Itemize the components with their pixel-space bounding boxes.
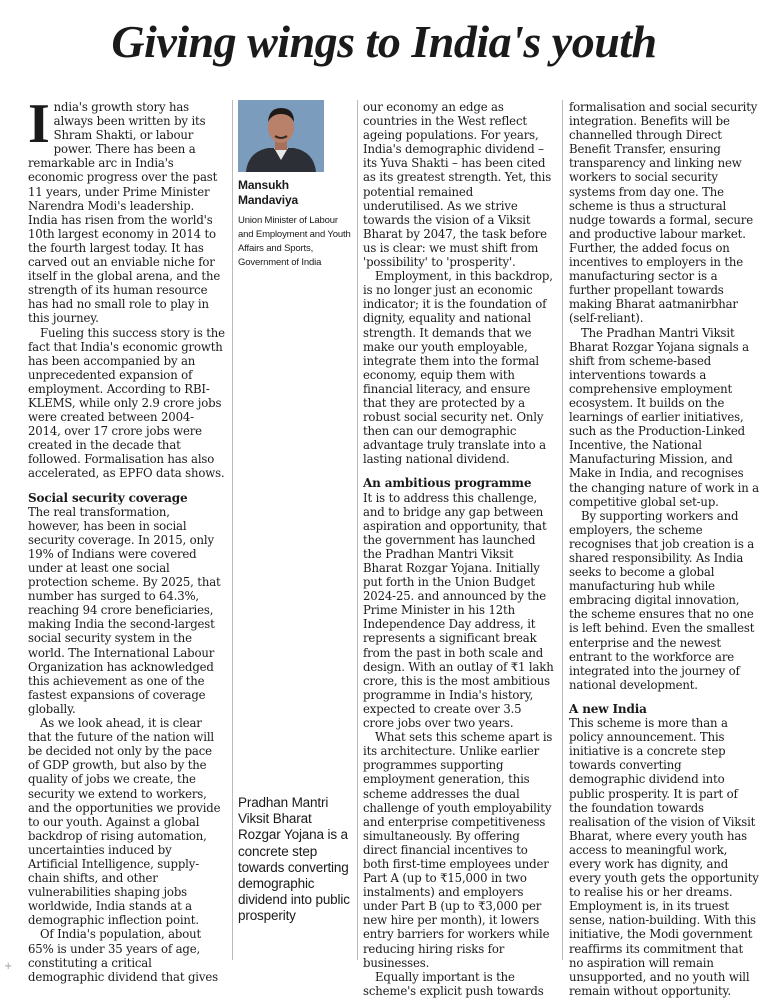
column-divider <box>357 100 358 960</box>
column-1 <box>28 93 225 984</box>
paragraph: Equally important is the scheme's explicit push towards <box>363 969 544 998</box>
paragraph: By supporting workers and employers, the scheme recognises that job creation is a shared responsibility. As India seeks to become a global manufacturing hub while embracing digital innovation, the scheme ensures that no one is left behind. Even the smallest enterprise and the newest entrant to the workforce are integrated into the journey of national development. <box>569 508 755 692</box>
paragraph: Fueling this success story is the fact that India's economic growth has been accompanied by an unprecedented expansion of employment. According to RBI-KLEMS, while only 2.9 crore jobs were created between 2004-2014, over 17 crore jobs were created in the decade that followed. Formalisation has also accelerated, as EPFO data shows. <box>28 325 225 481</box>
headline: Giving wings to India's youth <box>111 16 657 67</box>
paragraph: The real transformation, however, has been in social security coverage. In 2015, only 19% of Indians were covered under at least one social protection scheme. By 2025, that number has surged to 64.3%, reaching 94 crore beneficiaries, making India the second-largest social security system in the world. The International Labour Organization has acknowledged this achievement as one of the fastest expansions of coverage globally. <box>28 504 221 716</box>
paragraph: Employment, in this backdrop, is no longer just an economic indicator; it is the foundation of dignity, equality and national strength. It demands that we make our youth employable, integrate them into the formal economy, equip them with financial literacy, and ensure that they are protected by a robust social security net. Only then can our demographic advantage truly translate into a lasting national dividend. <box>363 269 553 467</box>
author-title: Union Minister of Labour and Employment and Youth Affairs and Sports, Government of India <box>238 215 351 268</box>
subheading: Social security coverage <box>28 490 188 505</box>
subheading: An ambitious programme <box>363 476 532 491</box>
paragraph: Of India's population, about 65% is under 35 years of age, constituting a critical demographic dividend that gives <box>28 927 218 984</box>
column-3 <box>363 100 555 998</box>
corner-mark-icon: + <box>4 961 13 972</box>
paragraph: It is to address this challenge, and to bridge any gap between aspiration and opportunity, that the government has launched the Pradhan Mantri Viksit Bharat Rozgar Yojana. Initially put forth in the Union Budget 2024-25. and announced by the Prime Minister in his 12th Independence Day address, it represents a significant break from the past in both scale and design. With an outlay of ₹1 lakh crore, this is the most ambitious programme in India's history, expected to create over 3.5 crore jobs over two years. <box>363 490 554 731</box>
column-4 <box>569 100 759 998</box>
paragraph: As we look ahead, it is clear that the future of the nation will be decided not only by the pace of GDP growth, but also by the quality of jobs we create, the security we extend to workers, and the opportunities we provide to our youth. Against a global backdrop of rising automation, uncertainties induced by Artificial Intelligence, supply-chain shifts, and other vulnerabilities shaping jobs worldwide, India stands at a demographic inflection point. <box>28 716 221 928</box>
column-divider <box>232 100 233 960</box>
author-column <box>238 100 351 960</box>
author-name: Mansukh Mandaviya <box>238 178 299 207</box>
pull-quote: Pradhan Mantri Viksit Bharat Rozgar Yojana is a concrete step towards converting demographic dividend into public prosperity <box>238 795 350 924</box>
column-divider <box>562 100 563 960</box>
paragraph: our economy an edge as countries in the West reflect ageing populations. For years, India's demographic dividend – its Yuva Shakti – has been cited as its greatest strength. Yet, this potential remained underutilised. As we strive towards the vision of a Viksit Bharat by 2047, the task before us is clear: we must shift from 'possibility' to 'prosperity'. <box>363 100 552 270</box>
author-photo <box>238 100 324 172</box>
subheading: A new India <box>569 701 647 716</box>
paragraph: This scheme is more than a policy announcement. This initiative is a concrete step towards converting demographic dividend into public prosperity. It is part of the foundation towards realisation of the vision of Viksit Bharat, where every youth has access to meaningful work, every work has dignity, and every youth gets the opportunity to realise his or her dreams. Employment is, in its truest sense, nation-building. With this initiative, the Modi government reaffirms its commitment that no aspiration will remain unsupported, and no youth will remain without opportunity. <box>569 716 759 998</box>
paragraph: ndia's growth story has always been written by its Shram Shakti, or labour power. There has been a remarkable arc in India's economic progress over the past 11 years, under Prime Minister Narendra Modi's leadership. India has risen from the world's 10th largest economy in 2014 to the fourth largest today. It has carved out an enviable niche for itself in the global arena, and the strength of its human resource has had no small role to play in this journey. <box>28 100 221 326</box>
paragraph: What sets this scheme apart is its architecture. Unlike earlier programmes supporting employment generation, this scheme addresses the dual challenge of youth employability and enterprise competitiveness simultaneously. By offering direct financial incentives to both first-time employees under Part A (up to ₹15,000 in two instalments) and employers under Part B (up to ₹3,000 per new hire per month), it lowers entry barriers for workers while reducing hiring risks for businesses. <box>363 730 553 970</box>
author-portrait-icon <box>238 100 324 172</box>
paragraph: The Pradhan Mantri Viksit Bharat Rozgar Yojana signals a shift from scheme-based interventions towards a comprehensive employment ecosystem. It builds on the learnings of earlier initiatives, such as the Production-Linked Incentive, the National Manufacturing Mission, and Make in India, and recognises the changing nature of work in a competitive global set-up. <box>569 325 759 509</box>
dropcap: I <box>28 93 50 155</box>
paragraph: formalisation and social security integration. Benefits will be channelled through Direct Benefit Transfer, ensuring transparency and linking new workers to social security systems from day one. The scheme is thus a structural nudge towards a formal, secure and productive labour market. Further, the added focus on incentives to employers in the manufacturing sector is a further propellant towards making Bharat aatmanirbhar (self-reliant). <box>569 100 758 326</box>
